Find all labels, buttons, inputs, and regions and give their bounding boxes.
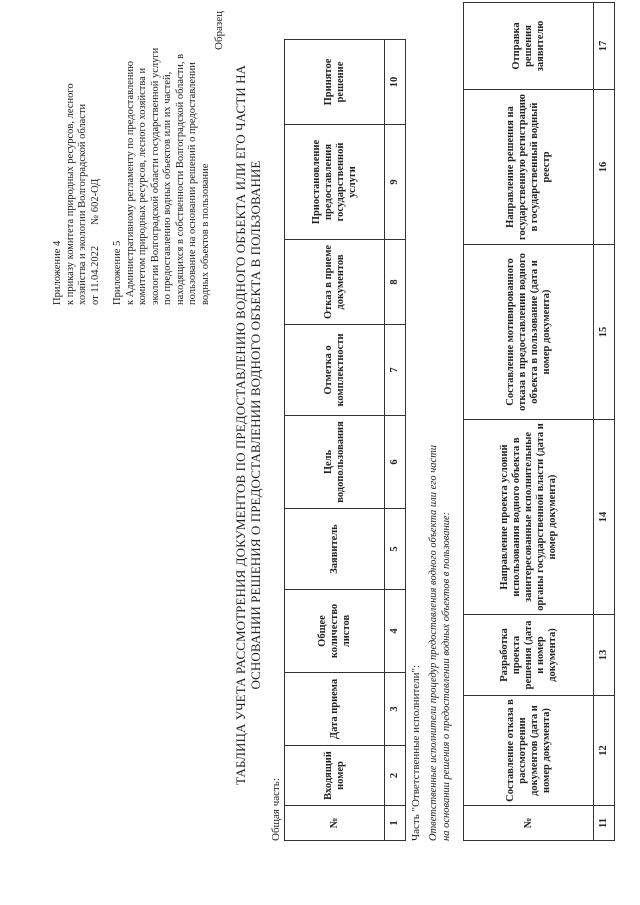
table-header-cell: Цель водопользования <box>285 416 385 509</box>
table-cell: 6 <box>385 416 406 509</box>
table-header-cell: Отправка решения заявителю <box>464 3 594 90</box>
table-header-cell: Заявитель <box>285 509 385 590</box>
appendix-5-line: находящихся в собственности Волгоградской области, в <box>174 53 186 305</box>
appendix-5-line: пользование на основании решений о предоставлении <box>187 62 198 305</box>
table-cell: 2 <box>385 746 406 806</box>
table-header-cell: № <box>464 806 594 841</box>
table-cell: 16 <box>594 90 615 245</box>
sample-label: Образец <box>213 10 225 50</box>
appendix-5-line: экологии Волгоградской области государственной услуги <box>149 47 161 305</box>
table-header-cell: Входящий номер <box>285 746 385 806</box>
table-header-cell: Направление проекта условий использования водного объекта в заинтересованные исполнительные органы государственной власти (дата и номер документа) <box>464 420 594 615</box>
title-line: ТАБЛИЦА УЧЕТА РАССМОТРЕНИЯ ДОКУМЕНТОВ ПО ПРЕДОСТАВЛЕНИЮ ВОДНОГО ОБЪЕКТА ИЛИ ЕГО ЧАСТИ НА <box>233 64 248 786</box>
table-header-cell: Составление отказа в рассмотрении документов (дата и номер документа) <box>464 696 594 806</box>
table-cell: 4 <box>385 590 406 673</box>
table-cell: 7 <box>385 325 406 416</box>
table-header-cell: Общее количество листов <box>285 590 385 673</box>
executors-note-line: Ответственные исполнители процедур предоставления водного объекта или его части <box>428 444 439 841</box>
executors-part-label: Часть "Ответственные исполнители": <box>410 664 422 841</box>
table-header-cell: Принятое решение <box>285 40 385 125</box>
table-header-cell: Разработка проекта решения (дата и номер документа) <box>464 615 594 696</box>
table-cell: 9 <box>385 125 406 240</box>
table-cell: 11 <box>594 806 615 841</box>
executors-table <box>463 2 615 841</box>
table-row <box>385 40 406 841</box>
executors-note-line: на основании решения о предоставлении водных объектов в пользование: <box>440 511 452 841</box>
appendix-5-line: комитетом природных ресурсов, лесного хозяйства и <box>137 67 148 305</box>
table-cell: 3 <box>385 673 406 746</box>
executors-note <box>428 341 453 841</box>
appendix-5-line: к Административному регламенту по предоставлению <box>124 61 136 305</box>
table-cell: 8 <box>385 240 406 325</box>
appendix-5-line: водных объектов в пользование <box>199 163 211 305</box>
table-header-cell: Отметка о комплектности <box>285 325 385 416</box>
appendix-4-line: Приложение 4 <box>52 240 63 305</box>
table-cell: 17 <box>594 3 615 90</box>
table-cell: 10 <box>385 40 406 125</box>
table-header-row <box>285 40 385 841</box>
appendix-4-line: от 11.04.2022 № 602-ОД <box>89 178 101 305</box>
header-block <box>52 5 212 305</box>
table-cell: 1 <box>385 806 406 841</box>
table-cell: 5 <box>385 509 406 590</box>
appendix-5 <box>112 5 212 305</box>
appendix-5-line: Приложение 5 <box>112 240 123 305</box>
appendix-5-line: по предоставлению водных объектов или их частей, <box>162 71 173 305</box>
appendix-4-line: к приказу комитета природных ресурсов, лесного <box>64 83 76 305</box>
general-part-label: Общая часть: <box>270 778 282 841</box>
table-header-cell: Дата приема <box>285 673 385 746</box>
table-header-cell: Направление решения на государственную регистрацию в государственный водный реестр <box>464 90 594 245</box>
table-cell: 13 <box>594 615 615 696</box>
table-cell: 14 <box>594 420 615 615</box>
table-header-cell: № <box>285 806 385 841</box>
table-header-cell: Приостановление предоставления государственной услуги <box>285 125 385 240</box>
table-cell: 15 <box>594 245 615 420</box>
appendix-4-line: хозяйства и экологии Волгоградской области <box>77 103 88 305</box>
table-header-cell: Составление мотивированного отказа в предоставлении водного объекта в пользование (дата и номер документа) <box>464 245 594 420</box>
table-header-cell: Отказ в приеме документов <box>285 240 385 325</box>
table-row <box>594 3 615 841</box>
table-cell: 12 <box>594 696 615 806</box>
table-header-row <box>464 3 594 841</box>
title-line: ОСНОВАНИИ РЕШЕНИЯ О ПРЕДОСТАВЛЕНИИ ВОДНОГО ОБЪЕКТА В ПОЛЬЗОВАНИЕ <box>248 160 263 690</box>
appendix-4 <box>52 5 102 305</box>
general-table <box>284 39 406 841</box>
page-title <box>233 45 263 805</box>
